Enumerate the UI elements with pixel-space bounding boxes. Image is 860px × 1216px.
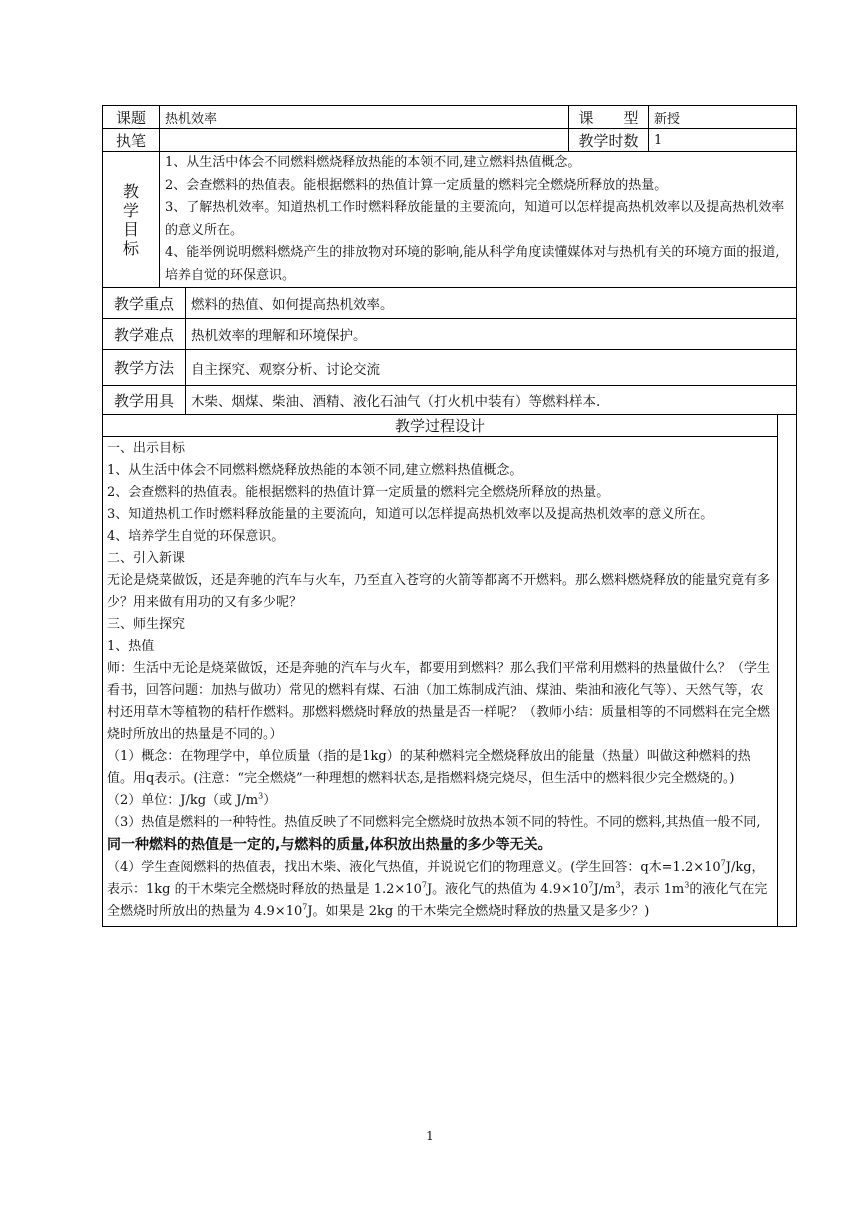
tools-row (103, 386, 797, 415)
topic-row (103, 106, 797, 129)
process-line: 无论是烧菜做饭，还是奔驰的汽车与火车，乃至直入苍穹的火箭等都离不开燃料。那么燃料燃烧释放的能量究竟有多少？用来做有用功的又有多少呢？ (107, 573, 771, 610)
goal-item: 2、会查燃料的热值表。能根据燃料的热值计算一定质量的燃料完全燃烧所释放的热量。 (165, 177, 668, 193)
emphasis-text: 同一种燃料的热值是一定的,与燃料的质量,体积放出热量的多少等无关。 (107, 837, 552, 853)
process-line: 3、知道热机工作时燃料释放能量的主要流向，知道可以怎样提高热机效率以及提高热机效率的意义所在。 (107, 507, 714, 522)
process-line: 二、引入新课 (107, 551, 186, 566)
method-row (103, 350, 797, 386)
type-label: 课 型 (569, 106, 649, 129)
topic-label: 课题 (103, 106, 160, 129)
topic-value: 热机效率 (160, 106, 569, 129)
page-number: 1 (426, 1129, 434, 1143)
goal-item: 4、能举例说明燃料燃烧产生的排放物对环境的影响,能从科学角度读懂媒体对与热机有关的环境方面的报道,培养自觉的环保意识。 (165, 245, 780, 283)
tools-label: 教学用具 (103, 386, 186, 415)
type-value: 新授 (649, 106, 797, 129)
process-line: 1、从生活中体会不同燃料燃烧释放热能的本领不同,建立燃料热值概念。 (107, 463, 523, 478)
key-points-value: 燃料的热值、如何提高热机效率。 (186, 288, 797, 319)
goal-item: 1、从生活中体会不同燃料燃烧释放热能的本领不同,建立燃料热值概念。 (165, 155, 581, 170)
lesson-plan (102, 105, 796, 927)
process-line-unit: （2）单位：J/kg（或 $J/m^3$） (107, 791, 277, 808)
goals-label: 教 学 目 标 (103, 152, 160, 288)
process-content-row (103, 437, 797, 927)
process-line: 师：生活中无论是烧菜做饭，还是奔驰的汽车与火车，都要用到燃料？那么我们平常利用燃料的热量做什么？（学生看书，回答问题：加热与做功）常见的燃料有煤、石油（加工炼制成汽油、煤油、柴油和液化气等）、天然气等，农村还用草木等植物的秸杆作燃料。那燃料燃烧时释放的热量是否一样呢？（教师小结：质量相等的不同燃料在完全燃烧时所放出的热量是不同的。） (107, 661, 771, 742)
writer-value (160, 129, 569, 152)
process-title: 教学过程设计 (103, 415, 778, 437)
writer-label: 执笔 (103, 129, 160, 152)
key-points-row (103, 288, 797, 319)
difficult-points-label: 教学难点 (103, 319, 186, 350)
process-line: 1、热值 (107, 639, 155, 654)
goals-row (103, 152, 797, 288)
goals-content (160, 152, 797, 288)
writer-row (103, 129, 797, 152)
difficult-points-row (103, 319, 797, 350)
difficult-points-value: 热机效率的理解和环境保护。 (186, 319, 797, 350)
method-label: 教学方法 (103, 350, 186, 386)
key-points-label: 教学重点 (103, 288, 186, 319)
process-side-column (778, 415, 797, 927)
tools-value: 木柴、烟煤、柴油、酒精、液化石油气（打火机中装有）等燃料样本. (186, 386, 797, 415)
hours-value: 1 (649, 129, 797, 152)
process-line: 一、出示目标 (107, 441, 186, 456)
process-table (102, 414, 797, 927)
process-line-property: （3）热值是燃料的一种特性。热值反映了不同燃料完全燃烧时放热本领不同的特性。不同的燃料,其热值一般不同,同一种燃料的热值是一定的,与燃料的质量,体积放出热量的多少等无关。 (107, 815, 761, 853)
lesson-plan-table (102, 105, 797, 415)
process-title-row (103, 415, 797, 437)
process-line: 4、培养学生自觉的环保意识。 (107, 529, 285, 544)
goal-item: 3、了解热机效率。知道热机工作时燃料释放能量的主要流向，知道可以怎样提高热机效率以及提高热机效率的意义所在。 (165, 200, 785, 238)
process-line-example: （4）学生查阅燃料的热值表，找出木柴、液化气热值，并说说它们的物理意义。(学生回答：q木$=1.2\times 10^7J/kg$，表示：1kg 的干木柴完全燃烧时释放的热量是 $1.2\times 10^7J$。液化气的热值为 $4.9\times 10^7J/m^3$，表示 $1m^3$的液化气在完全燃烧时所放出的热量为 $4.9\times 10^7J$。如果是 2kg 的干木柴完全燃烧时释放的热量又是多少？) (107, 858, 768, 919)
process-content (103, 437, 778, 927)
process-line: 三、师生探究 (107, 617, 186, 632)
process-line: （1）概念：在物理学中，单位质量（指的是1kg）的某种燃料完全燃烧释放出的能量（热量）叫做这种燃料的热值。用q表示。(注意：“完全燃烧”一种理想的燃料状态,是指燃料烧完烧尽，但生活中的燃料很少完全燃烧的。) (107, 749, 751, 786)
hours-label: 教学时数 (569, 129, 649, 152)
process-line: 2、会查燃料的热值表。能根据燃料的热值计算一定质量的燃料完全燃烧所释放的热量。 (107, 485, 610, 500)
method-value: 自主探究、观察分析、讨论交流 (186, 350, 797, 386)
